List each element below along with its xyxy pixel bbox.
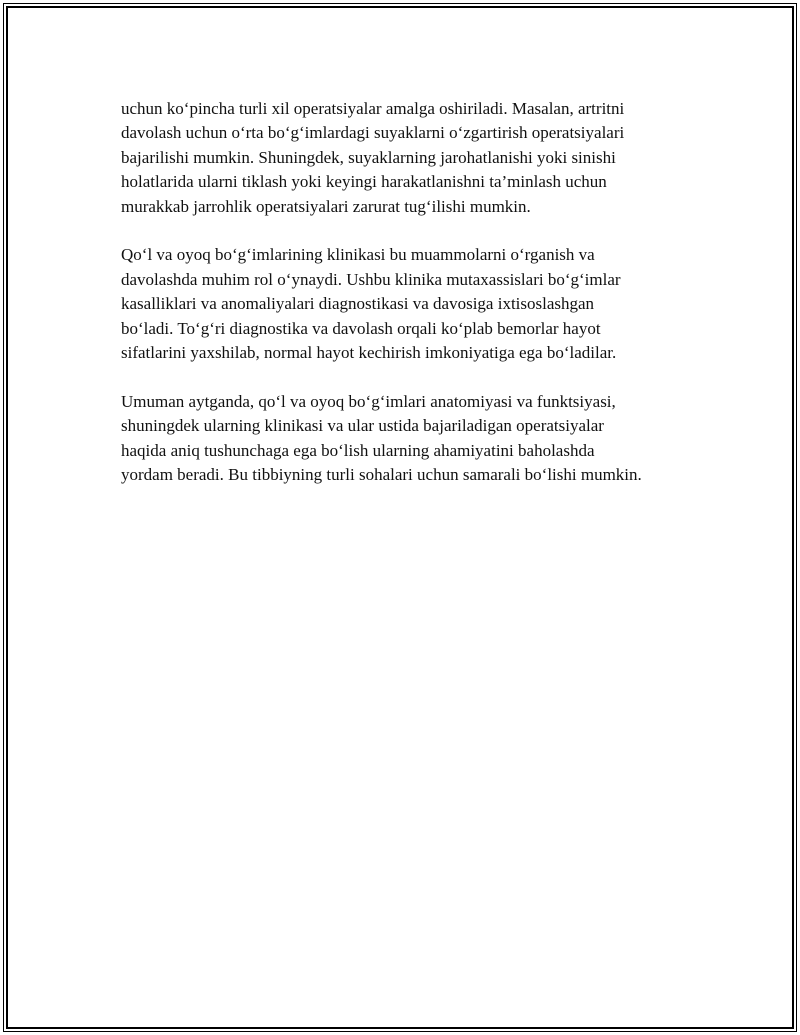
paragraph-1: uchun ko‘pincha turli xil operatsiyalar amalga oshiriladi. Masalan, artritni davolash uchun o‘rta bo‘g‘imlardagi suyaklarni o‘zgartirish operatsiyalari bajarilishi mumkin. Shuningdek, suyaklarning jarohatlanishi yoki sinishi holatlarida ularni tiklash yoki keyingi harakatlanishni ta’minlash uchun murakkab jarrohlik operatsiyalari zarurat tug‘ilishi mumkin. bbox=[121, 99, 625, 216]
document-body bbox=[121, 97, 701, 512]
page-border-outer bbox=[3, 3, 797, 1032]
paragraph-2: Qo‘l va oyoq bo‘g‘imlarining klinikasi bu muammolarni o‘rganish va davolashda muhim rol o‘ynaydi. Ushbu klinika mutaxassislari bo‘g‘imlar kasalliklari va anomaliyalari diagnostikasi va davosiga ixtisoslashgan bo‘ladi. To‘g‘ri diagnostika va davolash orqali ko‘plab bemorlar hayot sifatlarini yaxshilab, normal hayot kechirish imkoniyatiga ega bo‘ladilar. bbox=[121, 245, 621, 363]
paragraph-3: Umuman aytganda, qo‘l va oyoq bo‘g‘imlari anatomiyasi va funktsiyasi, shuningdek ularning klinikasi va ular ustida bajariladigan operatsiyalar haqida aniq tushunchaga ega bo‘lish ularning ahamiyatini baholashda yordam beradi. Bu tibbiyning turli sohalari uchun samarali bo‘lishi mumkin. bbox=[121, 391, 642, 485]
